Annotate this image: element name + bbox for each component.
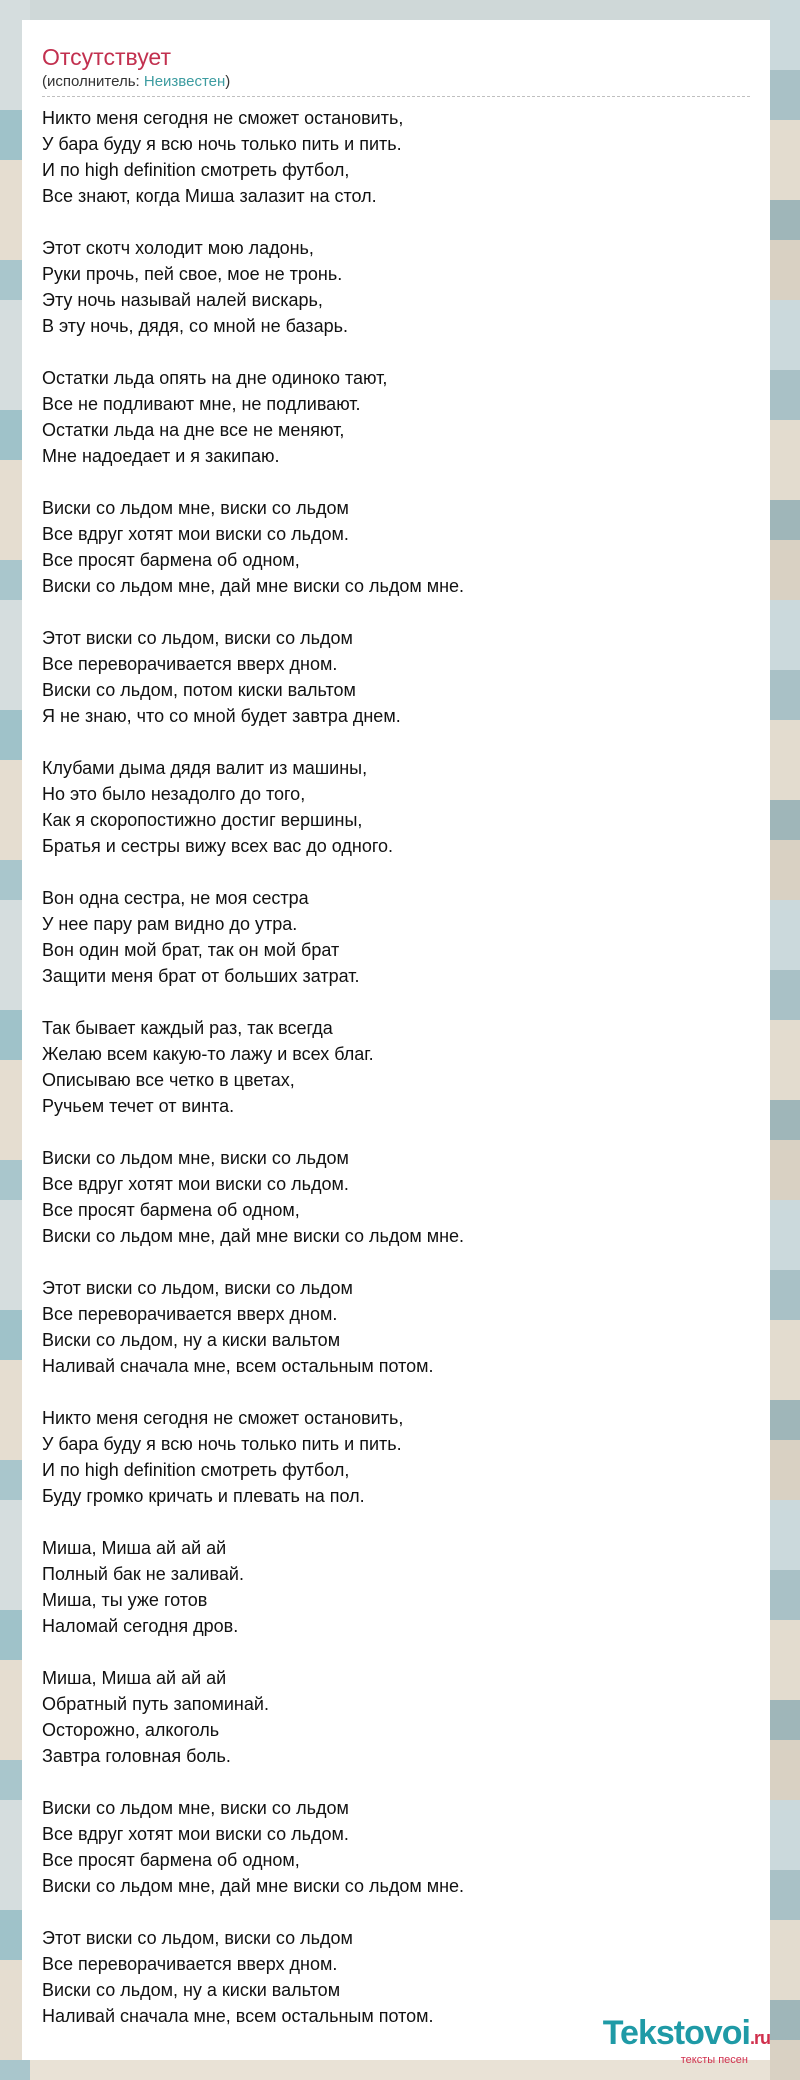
lyrics-line: Так бывает каждый раз, так всегда — [42, 1018, 333, 1038]
lyrics-stanza — [42, 1665, 750, 1769]
lyrics-stanza — [42, 1275, 750, 1379]
lyrics-line: У нее пару рам видно до утра. — [42, 914, 298, 934]
lyrics-line: Братья и сестры вижу всех вас до одного. — [42, 836, 394, 856]
lyrics-stanza — [42, 1015, 750, 1119]
lyrics-line: И по high definition смотреть футбол, — [42, 1460, 350, 1480]
lyrics-line: Но это было незадолго до того, — [42, 784, 306, 804]
lyrics-line: Виски со льдом мне, дай мне виски со льдом мне. — [42, 1876, 465, 1896]
lyrics-line: Осторожно, алкоголь — [42, 1720, 220, 1740]
lyrics-line: Обратный путь запоминай. — [42, 1694, 269, 1714]
lyrics-line: Все вдруг хотят мои виски со льдом. — [42, 1174, 349, 1194]
lyrics-line: Миша, Миша ай ай ай — [42, 1538, 227, 1558]
lyrics-line: Наломай сегодня дров. — [42, 1616, 239, 1636]
lyrics-line: Все просят бармена об одном, — [42, 550, 300, 570]
lyrics-line: Этот виски со льдом, виски со льдом — [42, 1928, 353, 1948]
lyrics-line: Руки прочь, пей свое, мое не тронь. — [42, 264, 343, 284]
lyrics-line: Все вдруг хотят мои виски со льдом. — [42, 524, 349, 544]
lyrics-line: Остатки льда опять на дне одиноко тают, — [42, 368, 388, 388]
lyrics-line: Никто меня сегодня не сможет остановить, — [42, 108, 404, 128]
lyrics-line: Описываю все четко в цветах, — [42, 1070, 295, 1090]
lyrics-line: Миша, Миша ай ай ай — [42, 1668, 227, 1688]
lyrics-line: Виски со льдом мне, виски со льдом — [42, 1798, 349, 1818]
lyrics-line: Все переворачивается вверх дном. — [42, 1304, 338, 1324]
lyrics-stanza — [42, 1145, 750, 1249]
logo-tagline: тексты песен — [680, 2054, 748, 2066]
logo-wordmark — [603, 2015, 770, 2056]
lyrics-line: Вон один мой брат, так он мой брат — [42, 940, 340, 960]
lyrics-line: Все просят бармена об одном, — [42, 1200, 300, 1220]
performer-suffix: ) — [225, 73, 231, 90]
lyrics-line: У бара буду я всю ночь только пить и пить. — [42, 1434, 402, 1454]
lyrics-stanza — [42, 1535, 750, 1639]
lyrics-line: Виски со льдом мне, виски со льдом — [42, 498, 349, 518]
lyrics-line: Виски со льдом мне, дай мне виски со льдом мне. — [42, 576, 465, 596]
lyrics-line: Желаю всем какую-то лажу и всех благ. — [42, 1044, 374, 1064]
lyrics-stanza — [42, 1795, 750, 1899]
lyrics-line: Вон одна сестра, не моя сестра — [42, 888, 309, 908]
site-logo[interactable] — [603, 2015, 770, 2066]
lyrics-line: Никто меня сегодня не сможет остановить, — [42, 1408, 404, 1428]
lyrics-line: Все переворачивается вверх дном. — [42, 654, 338, 674]
lyrics-line: В эту ночь, дядя, со мной не базарь. — [42, 316, 348, 336]
lyrics-line: Клубами дыма дядя валит из машины, — [42, 758, 368, 778]
lyrics-line: Все вдруг хотят мои виски со льдом. — [42, 1824, 349, 1844]
lyrics-line: И по high definition смотреть футбол, — [42, 160, 350, 180]
lyrics-line: Ручьем течет от винта. — [42, 1096, 235, 1116]
lyrics-line: Этот виски со льдом, виски со льдом — [42, 1278, 353, 1298]
lyrics-stanza — [42, 755, 750, 859]
lyrics-line: Виски со льдом, ну а киски вальтом — [42, 1330, 341, 1350]
lyrics-line: Виски со льдом мне, виски со льдом — [42, 1148, 349, 1168]
lyrics-line: Завтра головная боль. — [42, 1746, 231, 1766]
lyrics-line: У бара буду я всю ночь только пить и пить. — [42, 134, 402, 154]
lyrics-line: Все не подливают мне, не подливают. — [42, 394, 361, 414]
lyrics-stanza — [42, 495, 750, 599]
divider — [42, 96, 750, 97]
lyrics-line: Мне надоедает и я закипаю. — [42, 446, 280, 466]
background-stripe-right — [770, 0, 800, 2080]
lyrics-stanza — [42, 1405, 750, 1509]
lyrics-line: Этот виски со льдом, виски со льдом — [42, 628, 353, 648]
lyrics-line: Все просят бармена об одном, — [42, 1850, 300, 1870]
lyrics-line: Этот скотч холодит мою ладонь, — [42, 238, 314, 258]
lyrics-stanza — [42, 105, 750, 209]
song-title: Отсутствует — [42, 44, 171, 70]
lyrics-line: Защити меня брат от больших затрат. — [42, 966, 360, 986]
lyrics-line: Я не знаю, что со мной будет завтра днем. — [42, 706, 401, 726]
lyrics-stanza — [42, 885, 750, 989]
lyrics-line: Виски со льдом, потом киски вальтом — [42, 680, 356, 700]
artist-link[interactable]: Неизвестен — [143, 73, 226, 90]
lyrics-stanza — [42, 235, 750, 339]
lyrics-line: Остатки льда на дне все не меняют, — [42, 420, 345, 440]
lyrics-card — [22, 20, 770, 2060]
lyrics-line: Наливай сначала мне, всем остальным потом. — [42, 1356, 434, 1376]
lyrics-line: Буду громко кричать и плевать на пол. — [42, 1486, 365, 1506]
lyrics-line: Эту ночь называй налей вискарь, — [42, 290, 323, 310]
lyrics-line: Наливай сначала мне, всем остальным потом. — [42, 2006, 434, 2026]
lyrics-stanza — [42, 365, 750, 469]
lyrics-line: Как я скоропостижно достиг вершины, — [42, 810, 363, 830]
lyrics-line: Виски со льдом, ну а киски вальтом — [42, 1980, 341, 2000]
lyrics-line: Миша, ты уже готов — [42, 1590, 208, 1610]
lyrics-line: Виски со льдом мне, дай мне виски со льдом мне. — [42, 1226, 465, 1246]
performer-prefix: (исполнитель: — [42, 73, 144, 90]
logo-main-text: Tekstovoi — [602, 2014, 750, 2052]
performer-line — [42, 72, 750, 92]
lyrics-line: Все знают, когда Миша залазит на стол. — [42, 186, 377, 206]
lyrics-stanza — [42, 625, 750, 729]
lyrics-line: Все переворачивается вверх дном. — [42, 1954, 338, 1974]
lyrics-line: Полный бак не заливай. — [42, 1564, 244, 1584]
logo-tld: .ru — [749, 2028, 770, 2048]
lyrics-body — [42, 105, 750, 2029]
